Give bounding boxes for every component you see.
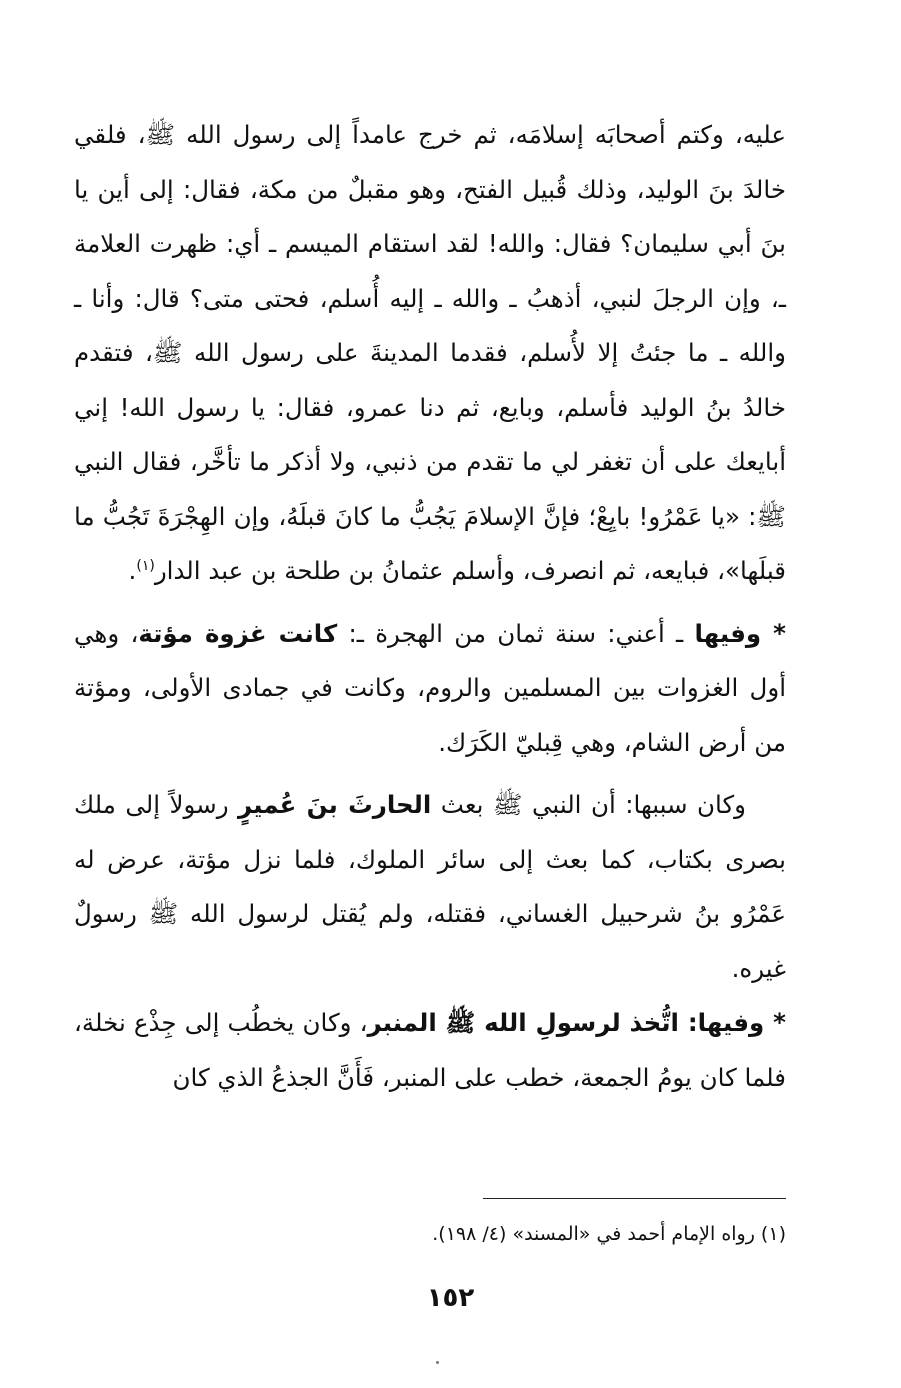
paragraph-2-bold: كانت غزوة مؤتة [138,618,338,648]
page-number: ١٥٢ [426,1283,475,1313]
paragraph-1: عليه، وكتم أصحابَه إسلامَه، ثم خرج عامداً إلى رسول الله ﷺ، فلقي خالدَ بنَ الوليد، وذلك قُبيل الفتح، وهو مقبلٌ من مكة، فقال: إلى أين يا بنَ أبي سليمان؟ فقال: والله! لقد استقام الميسم ـ أي: ظهرت العلامة ـ، وإن الرجلَ لنبي، أذهبُ ـ والله ـ إليه أُسلم، فحتى متى؟ قال: وأنا ـ والله ـ ما جئتُ إلا لأُسلم، فقدما المدينةَ على رسول الله ﷺ، فتقدم خالدُ بنُ الوليد فأسلم، وبايع، ثم دنا عمرو، فقال: يا رسول الله! إني أبايعك على أن تغفر لي ما تقدم من ذنبي، ولا أذكر ما تأخَّر، فقال النبي ﷺ: «يا عَمْرُو! بايِعْ؛ فإنَّ الإسلامَ يَجُبُّ ما كانَ قبلَهُ، وإن الهِجْرَةَ تَجُبُّ ما قبلَها»، فبايعه، ثم انصرف، وأسلم عثمانُ بن طلحة بن عبد الدار$^{(١)}$. [74,120,786,585]
paragraph-3: وكان سببها: أن النبي ﷺ بعث الحارثَ بنَ عُميرٍ رسولاً إلى ملك بصرى بكتاب، كما بعث إلى سائر الملوك، فلما نزل مؤتة، عرض له عَمْرُو بنُ شرحبيل الغساني، فقتله، ولم يُقتل لرسول الله ﷺ رسولٌ غيره. [74,790,786,983]
paragraph-1-text: عليه، وكتم أصحابَه إسلامَه، ثم خرج عامداً إلى رسول الله ﷺ، فلقي خالدَ بنَ الوليد، وذلك قُبيل الفتح، وهو مقبلٌ من مكة، فقال: إلى أين يا بنَ أبي سليمان؟ فقال: والله! لقد استقام الميسم ـ أي: ظهرت العلامة ـ، وإن الرجلَ لنبي، أذهبُ ـ والله ـ إليه أُسلم، فحتى متى؟ قال: وأنا ـ والله ـ ما جئتُ إلا لأُسلم، فقدما المدينةَ على رسول الله ﷺ، فتقدم خالدُ بنُ الوليد فأسلم، وبايع، ثم دنا عمرو، فقال: يا رسول الله! إني أبايعك على أن تغفر لي ما تقدم من ذنبي، ولا أذكر ما تأخَّر، فقال النبي ﷺ: «يا عَمْرُو! بايِعْ؛ فإنَّ الإسلامَ يَجُبُّ ما كانَ قبلَهُ، وإن الهِجْرَةَ تَجُبُّ ما قبلَها»، فبايعه، ثم انصرف، وأسلم عثمانُ بن طلحة بن عبد الدار [74,120,786,585]
footnote-ref-1[interactable]: (١) [136,557,155,574]
paragraph-4-lead: * وفيها: [678,1008,786,1037]
paragraph-4: * وفيها: اتُّخذ لرسولِ الله ﷺ المنبر، وكان يخطُب إلى جِذْع نخلة، فلما كان يومُ الجمعة، خطب على المنبر، فَأَنَّ الجذعُ الذي كان [74,1008,786,1092]
paragraph-2: * وفيها ـ أعني: سنة ثمان من الهجرة ـ: كانت غزوة مؤتة، وهي أول الغزوات بين المسلمين والروم، وكانت في جمادى الأولى، ومؤتة من أرض الشام، وهي قِبليّ الكَرَك. [74,618,786,757]
paragraph-2-lead: * وفيها [694,618,786,648]
paragraph-3-bold: الحارثَ بنَ عُميرٍ [238,790,432,819]
body-text [74,108,786,1105]
footnote-1: (١) رواه الإمام أحمد في «المسند» (٤/ ١٩٨). [432,1223,786,1245]
paragraph-4-bold: اتُّخذ لرسولِ الله ﷺ المنبر [367,1008,679,1037]
print-speck [436,1361,439,1364]
footnote-separator [483,1198,786,1199]
